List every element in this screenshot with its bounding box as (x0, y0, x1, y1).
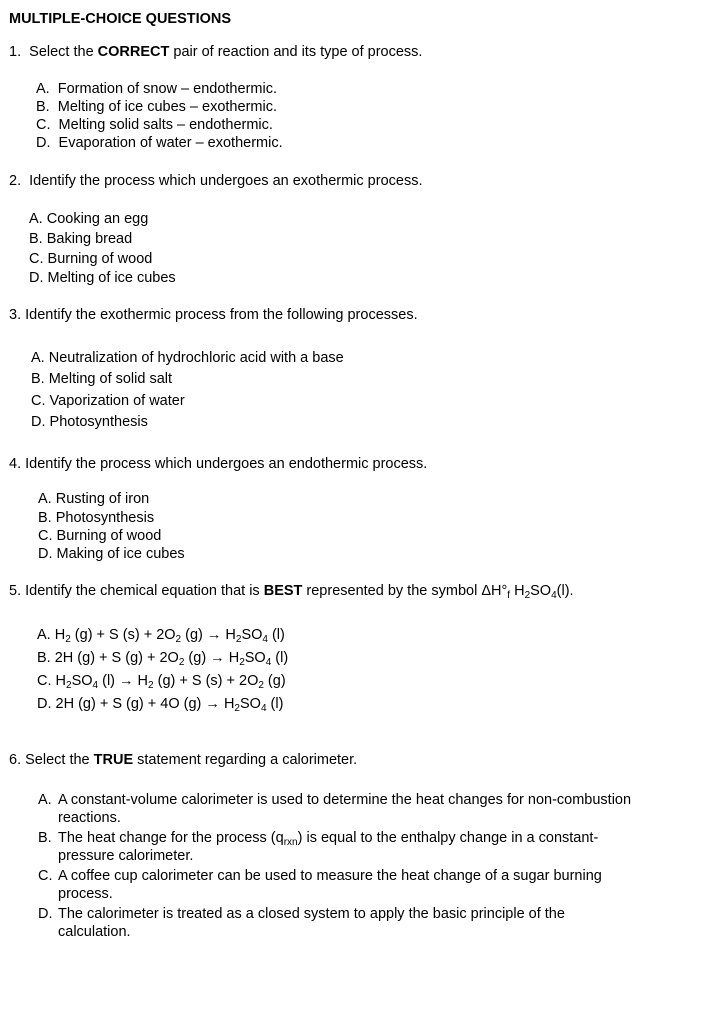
q1-option-b: B. Melting of ice cubes – exothermic. (36, 99, 277, 115)
q5-c-so: SO (71, 673, 93, 689)
q4-option-b: B. Photosynthesis (38, 510, 155, 526)
q6-post: statement regarding a calorimeter. (133, 752, 358, 768)
q1-number: 1. (9, 44, 22, 60)
q5-option-c (37, 672, 286, 690)
q1-pre: Select the (29, 44, 98, 60)
q4-option-c: C. Burning of wood (38, 528, 162, 544)
q6-c-line2: process. (58, 886, 113, 902)
q2-option-a: A. Cooking an egg (29, 211, 149, 227)
q5-sub-4: 4 (551, 590, 557, 601)
q6-a-line1: A constant-volume calorimeter is used to determine the heat changes for non-combustion (58, 792, 632, 808)
q5-a-h: H (54, 627, 66, 643)
question-5 (9, 582, 574, 600)
question-6 (9, 751, 357, 769)
q5-a-sub: 2 (235, 634, 242, 645)
q6-d-label: D. (38, 906, 53, 922)
q5-a-label: A. (37, 627, 55, 643)
q6-c-label: C. (38, 868, 53, 884)
q4-option-d: D. Making of ice cubes (38, 546, 185, 562)
q5-c-sub: 4 (92, 680, 99, 691)
q5-sub-f: f (507, 590, 511, 601)
q4-option-a: A. Rusting of iron (38, 491, 150, 507)
q1-option-a: A. Formation of snow – endothermic. (36, 81, 277, 97)
q5-b-label: B. (37, 650, 55, 666)
q1-post: pair of reaction and its type of process. (169, 44, 423, 60)
q5-post: represented by the symbol ΔH° (302, 583, 508, 599)
q5-a-sub: 4 (262, 634, 268, 645)
q6-d-line1: The calorimeter is treated as a closed system to apply the basic principle of the (58, 906, 565, 922)
q5-b-sub: 2 (178, 657, 185, 668)
q2-option-b: B. Baking bread (29, 231, 133, 247)
q5-d-label: D. (37, 696, 56, 712)
q5-d-so: SO (239, 696, 261, 712)
q5-b-r1: 2H (g) + S (g) + 2O (54, 650, 179, 666)
q5-c-label: C. (37, 673, 56, 689)
q5-d-sub: 2 (234, 703, 240, 714)
q6-a-line2: reactions. (58, 810, 121, 826)
q2-option-d: D. Melting of ice cubes (29, 270, 176, 286)
q6-option-c (38, 867, 698, 903)
q5-formula-h: H (514, 583, 525, 599)
q6-b-label: B. (38, 830, 52, 846)
q1-option-c: C. Melting solid salts – endothermic. (36, 117, 273, 133)
q3-option-d: D. Photosynthesis (31, 414, 148, 430)
q5-a-so: SO (241, 627, 263, 643)
q6-option-d (38, 905, 698, 941)
q5-formula-liq: (l). (556, 583, 574, 599)
page-heading: MULTIPLE-CHOICE QUESTIONS (9, 11, 232, 27)
q3-option-b: B. Melting of solid salt (31, 371, 173, 387)
q6-b-line2: pressure calorimeter. (58, 848, 194, 864)
question-4: 4. Identify the process which undergoes an endothermic process. (9, 456, 428, 472)
q3-option-c: C. Vaporization of water (31, 393, 185, 409)
q2-option-c: C. Burning of wood (29, 251, 153, 267)
q5-sub-2: 2 (524, 590, 531, 601)
q1-bold: CORRECT (97, 44, 170, 60)
q5-c-r2: (g) + S (s) + 2O (153, 673, 259, 689)
q5-b-so: SO (244, 650, 266, 666)
q6-b-sub: rxn (283, 837, 298, 848)
q5-option-b (37, 649, 288, 667)
q5-a-r3: (l) (267, 627, 285, 643)
q6-option-b (38, 829, 698, 865)
q3-option-a: A. Neutralization of hydrochloric acid with a base (31, 350, 344, 366)
q5-c-h: H (55, 673, 67, 689)
q5-b-sub: 4 (265, 657, 272, 668)
question-2: 2. Identify the process which undergoes an exothermic process. (9, 173, 423, 189)
q5-c-r1: (l) → H (98, 673, 149, 689)
q5-d-r3: (l) (266, 696, 284, 712)
q5-b-r2: (g) → H (184, 650, 240, 666)
q5-bold: BEST (263, 583, 303, 599)
q5-b-sub: 2 (239, 657, 245, 668)
q5-option-a (37, 626, 285, 644)
q5-option-d (37, 695, 283, 713)
q5-c-sub: 2 (66, 680, 72, 691)
q5-a-sub: 2 (175, 634, 182, 645)
q6-b-post: ) is equal to the enthalpy change in a constant- (297, 830, 599, 846)
q5-c-sub: 2 (258, 680, 264, 691)
q5-a-r2: (g) → H (181, 627, 236, 643)
q1-option-d: D. Evaporation of water – exothermic. (36, 135, 283, 151)
q6-a-label: A. (38, 792, 52, 808)
q6-bold: TRUE (93, 752, 134, 768)
q5-c-sub: 2 (148, 680, 154, 691)
q6-pre: 6. Select the (9, 752, 94, 768)
q5-c-r3: (g) (263, 673, 286, 689)
q5-a-sub: 2 (65, 634, 71, 645)
question-1 (9, 43, 422, 61)
q6-c-line1: A coffee cup calorimeter can be used to measure the heat change of a sugar burning (58, 868, 602, 884)
q5-a-r1: (g) + S (s) + 2O (70, 627, 176, 643)
q6-d-line2: calculation. (58, 924, 131, 940)
question-3: 3. Identify the exothermic process from the following processes. (9, 307, 418, 323)
q5-b-r3: (l) (271, 650, 289, 666)
q6-option-a (38, 791, 698, 827)
q5-d-r1: 2H (g) + S (g) + 4O (g) → H (55, 696, 235, 712)
q6-b-pre: The heat change for the process (q (58, 830, 284, 846)
q5-d-sub: 4 (260, 703, 267, 714)
q5-formula-so: SO (530, 583, 552, 599)
q5-pre: 5. Identify the chemical equation that is (9, 583, 264, 599)
